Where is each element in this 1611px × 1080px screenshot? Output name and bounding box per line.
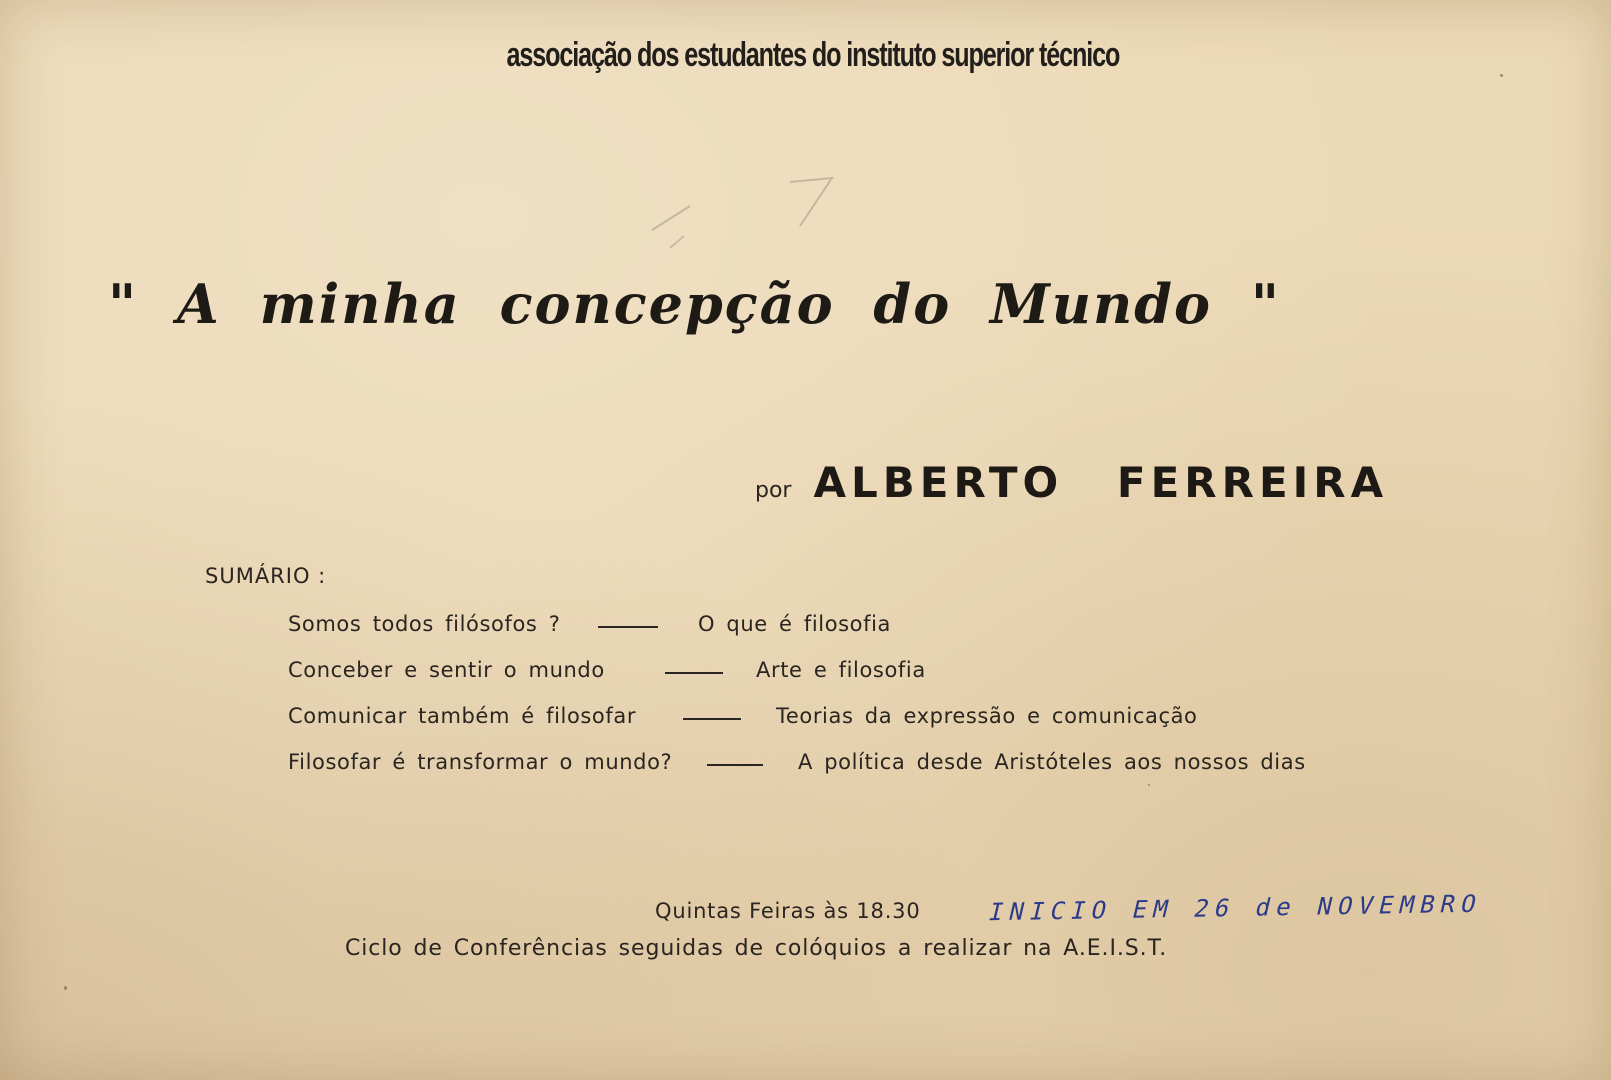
summary-label: SUMÁRIO : [205,564,327,588]
handwritten-start-date: INICIO EM 26 de NOVEMBRO [985,889,1486,927]
topic-question: Comunicar também é filosofar [288,704,637,728]
author-name: ALBERTO FERREIRA [813,458,1389,507]
topic-dash [665,672,723,674]
faint-pencil-marks [650,170,870,260]
topic-answer: Arte e filosofia [756,658,926,682]
topic-question: Conceber e sentir o mundo [288,658,605,682]
organization-header: associação dos estudantes do instituto superior técnico [506,36,1120,74]
footer-note: Ciclo de Conferências seguidas de colóquios a realizar na A.E.I.S.T. [345,936,1168,961]
topic-answer: Teorias da expressão e comunicação [776,704,1198,728]
topic-dash [598,626,658,628]
paper-speck [64,986,67,990]
paper-speck [1148,784,1150,786]
lecture-title: " A minha concepção do Mundo " [108,272,1282,336]
topic-dash [683,718,741,720]
paper-speck [1500,74,1503,77]
topic-question: Somos todos filósofos ? [288,612,561,636]
topic-answer: O que é filosofia [698,612,892,636]
topic-question: Filosofar é transformar o mundo? [288,750,673,774]
topic-answer: A política desde Aristóteles aos nossos dias [798,750,1306,774]
byline-prefix: por [755,478,792,503]
byline [755,458,1388,507]
schedule-text: Quintas Feiras às 18.30 [655,899,921,923]
topic-dash [707,764,763,766]
